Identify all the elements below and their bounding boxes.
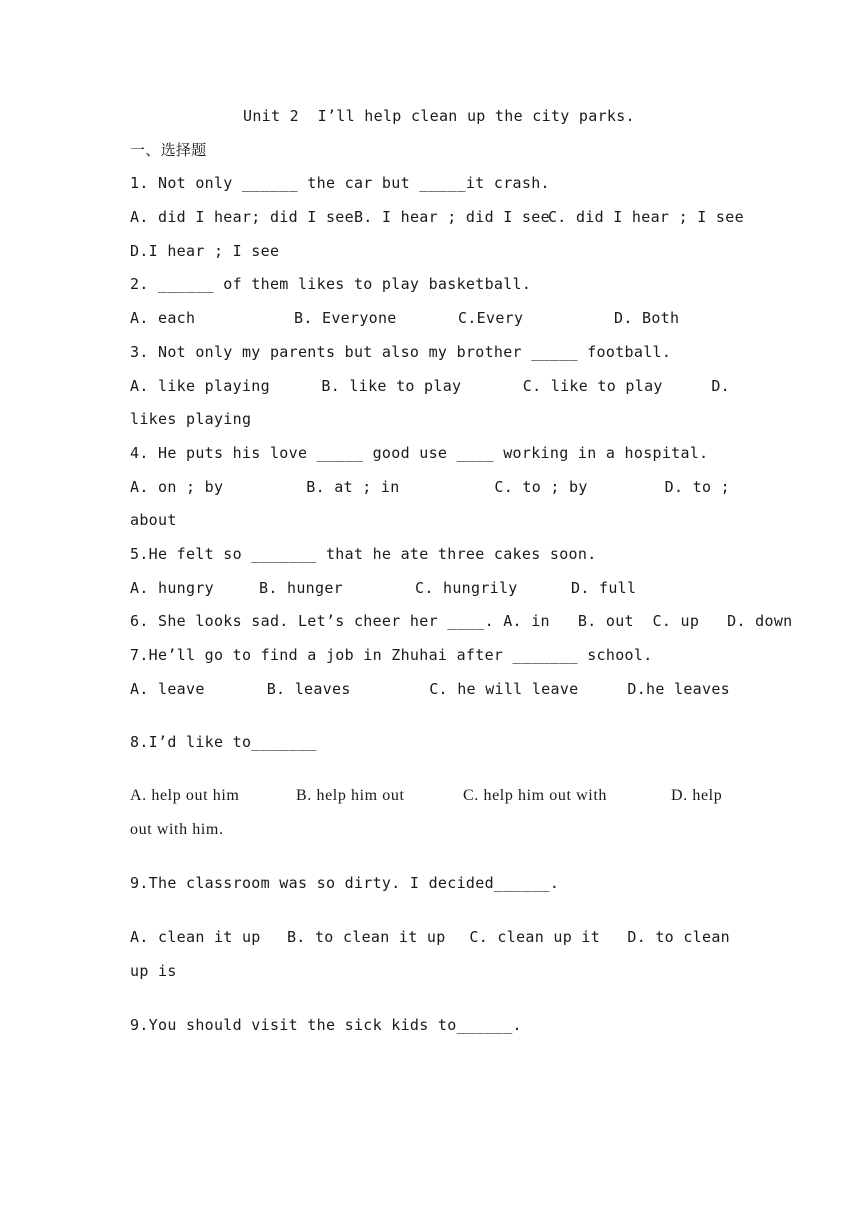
question-5-option-b: B. hunger (259, 578, 343, 597)
spacer (130, 904, 730, 924)
question-1-options (130, 204, 744, 238)
worksheet (130, 103, 793, 1045)
question-5-options (130, 575, 730, 609)
question-2-option-d: D. Both (614, 309, 680, 328)
question-9-option-b: B. to clean it up (286, 928, 446, 947)
question-7-option-d: D.he leaves (627, 679, 730, 698)
spacer (130, 763, 730, 783)
question-8-stem: 8.I’d like to_______ (130, 733, 317, 752)
question-4-stem: 4. He puts his love _____ good use ____ working in a hospital. (130, 443, 709, 462)
question-7-options (130, 676, 730, 710)
question-3-option-c: C. like to play (522, 376, 663, 395)
question-10-stem: 9.You should visit the sick kids to______. (130, 1015, 522, 1034)
question-2-stem: 2. ______ of them likes to play basketball. (130, 275, 532, 294)
question-7-stem: 7.He’ll go to find a job in Zhuhai after _______ school. (130, 646, 653, 664)
question-2-option-c: C.Every (458, 309, 524, 328)
question-3-option-d: D. (711, 376, 730, 395)
question-1-option-c: C. did I hear ; I see (547, 208, 744, 227)
question-5-option-c: C. hungrily (415, 578, 518, 597)
question-3-option-d-continued: likes playing (130, 410, 252, 429)
question-5-option-d: D. full (571, 578, 637, 597)
question-9-options (130, 924, 730, 958)
question-5-option-a: A. hungry (130, 578, 214, 597)
question-1-option-b: B. I hear ; did I see (353, 208, 550, 227)
spacer (130, 850, 730, 870)
question-4-option-a: A. on ; by (130, 477, 224, 496)
question-8-option-c: C. help him out with (463, 787, 607, 805)
question-4-option-d-continued: about (130, 511, 177, 530)
question-2-options (130, 305, 730, 339)
page-title: Unit 2 I’ll help clean up the city parks. (243, 107, 635, 125)
question-8-option-d-continued: out with him. (130, 820, 224, 838)
question-2-option-a: A. each (130, 309, 196, 328)
question-4-option-c: C. to ; by (494, 477, 588, 496)
question-7-option-c: C. he will leave (429, 679, 579, 698)
spacer (130, 709, 730, 729)
question-8-options (130, 783, 730, 817)
question-4-options (130, 474, 730, 508)
question-8-option-a: A. help out him (130, 787, 240, 805)
question-3-options (130, 373, 730, 407)
question-1-stem: 1. Not only ______ the car but _____it crash. (130, 174, 550, 193)
question-5-stem: 5.He felt so _______ that he ate three cakes soon. (130, 544, 597, 563)
question-8-option-d: D. help (671, 787, 723, 805)
question-3-option-b: B. like to play (321, 376, 462, 395)
question-4-option-b: B. at ; in (306, 477, 400, 496)
question-8-option-b: B. help him out (296, 787, 405, 805)
question-3-option-a: A. like playing (130, 376, 270, 395)
question-9-option-a: A. clean it up (130, 928, 261, 947)
question-9-option-d-continued: up is (130, 961, 177, 980)
question-1-option-a: A. did I hear; did I see (130, 208, 354, 227)
question-9-option-c: C. clean up it (469, 928, 601, 947)
question-7-option-a: A. leave (130, 679, 205, 698)
question-9-option-d: D. to clean (627, 928, 730, 947)
question-7-option-b: B. leaves (266, 679, 351, 698)
question-3-stem: 3. Not only my parents but also my brother _____ football. (130, 342, 672, 361)
question-4-option-d: D. to ; (664, 477, 730, 496)
spacer (130, 992, 730, 1012)
question-1-option-d: D.I hear ; I see (130, 241, 280, 260)
question-6-stem: 6. She looks sad. Let’s cheer her ____. A. in B. out C. up D. down (130, 612, 793, 631)
question-9-stem: 9.The classroom was so dirty. I decided______. (130, 874, 560, 893)
question-2-option-b: B. Everyone (294, 309, 397, 328)
section-heading: 一、选择题 (130, 140, 207, 159)
